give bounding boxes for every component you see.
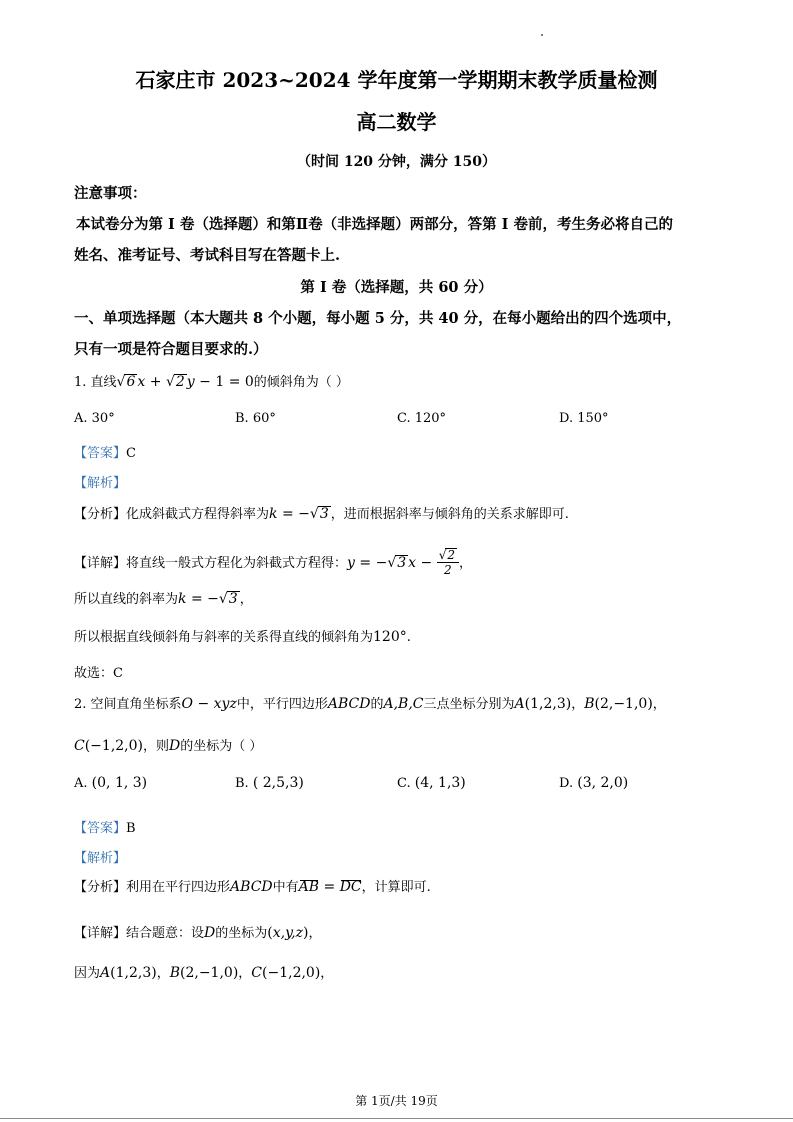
q1-suffix: 的倾斜角为（ ） (253, 375, 349, 390)
q1-answer-tag: 【答案】 (74, 446, 127, 461)
q2-fenxi-tag: 【分析】 (74, 880, 127, 895)
q2-answer: B (126, 821, 136, 836)
q2-mid-1: 中，平行四边形 (236, 697, 328, 712)
q2-abc: A,B,C (383, 696, 424, 712)
section1-line-1: 一、单项选择题（本大题共 8 个小题，每小题 5 分，共 40 分，在每小题给出的四个选项中， (74, 310, 682, 327)
q1-fenxi-tag: 【分析】 (74, 507, 127, 522)
q2-answer-tag: 【答案】 (74, 821, 127, 836)
q1-equation: √6 x + √2 y − 1 = 0 (116, 374, 254, 390)
part1-heading: 第 I 卷（选择题，共 60 分） (300, 279, 493, 296)
notice-line-2: 姓名、准考证号、考试科目写在答题卡上. (74, 247, 341, 264)
q1-analysis-tag: 【解析】 (74, 476, 127, 491)
q2-analysis-tag: 【解析】 (74, 851, 127, 866)
q1-detail-text: 将直线一般式方程化为斜截式方程得： (126, 555, 348, 571)
q2-stem-line-1: 2. 空间直角坐标系O − xyz中，平行四边形ABCD的A,B,C三点坐标分别为A(1,2,3)，B(2,−1,0)， (74, 696, 666, 712)
q2-because: 因为A(1,2,3)，B(2,−1,0)，C(−1,2,0)， (74, 965, 334, 981)
q2-detail-xyz: (x,y,z) (267, 925, 309, 941)
q2-fenxi-text-3: ，计算即可. (361, 880, 431, 895)
q2-answer-row (74, 817, 136, 836)
q2-mid-2: 的 (370, 697, 384, 712)
q2-detail: 【详解】结合题意：设D的坐标为(x,y,z)， (74, 925, 322, 941)
q2-vector-eq: AB = DC (298, 879, 362, 895)
q1-option-d: D. 150° (559, 411, 609, 426)
q1-slope-line: 所以直线的斜率为k = −√3 ， (74, 591, 253, 607)
q2-point-a: A(1,2,3) (514, 696, 572, 712)
q2-option-a-value: (0, 1, 3) (91, 775, 148, 791)
q2-detail-d: D (204, 925, 216, 941)
q1-detail-equation: y = −√3 x − $\frac{√2}{2}$ (347, 555, 459, 571)
q2-detail-text-1: 结合题意：设 (126, 926, 205, 941)
q1-angle-line: 所以根据直线倾斜角与斜率的关系得直线的倾斜角为120°. (74, 629, 411, 645)
q2-prefix: 2. 空间直角坐标系 (74, 697, 182, 712)
q2-point-d-label: D (169, 738, 181, 754)
q2-detail-text-2: 的坐标为 (215, 926, 268, 941)
q1-option-b: B. 60° (235, 411, 276, 426)
q2-fenxi-abcd: ABCD (230, 879, 273, 895)
q1-detail-tag: 【详解】 (74, 555, 127, 571)
bottom-divider (0, 1118, 793, 1119)
notice-line-1: 本试卷分为第 I 卷（选择题）和第Ⅱ卷（非选择题）两部分，答第 I 卷前，考生务必将自己的 (76, 216, 673, 233)
page-footer: 第 1页/共 19页 (355, 1094, 438, 1108)
exam-title: 石家庄市 2023~2024 学年度第一学期期末教学质量检测 (135, 68, 658, 92)
q2-option-b: B. ( 2,5,3) (235, 775, 304, 791)
q2-abcd: ABCD (327, 696, 371, 712)
notice-heading: 注意事项： (74, 185, 147, 202)
q1-angle-text: 所以根据直线倾斜角与斜率的关系得直线的倾斜角为 (74, 630, 374, 645)
q2-option-d-value: (3, 2,0) (577, 775, 629, 791)
q2-fenxi (74, 876, 431, 895)
q2-because-text: 因为 (74, 966, 101, 981)
q2-stem-line-2 (74, 735, 262, 754)
q2-option-c-value: (4, 1,3) (414, 775, 466, 791)
q1-fenxi-slope: k = −√3 (269, 506, 329, 522)
q2-line2-end-2: 的坐标为（ ） (180, 739, 263, 754)
q1-slope-text: 所以直线的斜率为 (74, 592, 179, 607)
q1-prefix: 1. 直线 (74, 375, 117, 390)
q1-fenxi (74, 503, 569, 522)
q1-fenxi-text-2: ，进而根据斜率与倾斜角的关系求解即可. (330, 507, 569, 522)
q2-option-b-value: ( 2,5,3) (252, 775, 304, 791)
q2-point-b: B(2,−1,0) (584, 696, 653, 712)
time-note: （时间 120 分钟，满分 150） (296, 154, 497, 170)
q2-detail-tag: 【详解】 (74, 926, 127, 941)
q1-choose: 故选：C (74, 666, 123, 681)
q1-option-a: A. 30° (74, 411, 115, 426)
q1-stem (74, 371, 349, 390)
q1-detail: 【详解】将直线一般式方程化为斜截式方程得：y = −√3 x − $\frac{√2}{2}$ ， (74, 548, 473, 578)
exam-subject: 高二数学 (356, 110, 437, 134)
q2-option-c: C. (4, 1,3) (397, 775, 466, 791)
corner-dot (541, 34, 543, 36)
q1-angle-value: 120° (373, 629, 407, 645)
q1-slope-value: k = −√3 (178, 591, 238, 607)
q2-point-c: C(−1,2,0) (74, 738, 143, 754)
q2-option-a: A. (0, 1, 3) (74, 775, 148, 791)
q2-line2-end: ，则 (143, 739, 170, 754)
q2-fenxi-text-2: 中有 (272, 880, 299, 895)
section1-line-2: 只有一项是符合题目要求的.） (74, 341, 268, 358)
q2-fenxi-text-1: 利用在平行四边形 (126, 880, 231, 895)
q1-fenxi-text-1: 化成斜截式方程得斜率为 (126, 507, 270, 522)
q2-mid-3: 三点坐标分别为 (423, 697, 515, 712)
q1-option-c: C. 120° (397, 411, 447, 426)
q1-answer: C (126, 446, 136, 461)
q2-option-d: D. (3, 2,0) (559, 775, 629, 791)
q2-coord-system: O − xyz (181, 696, 237, 712)
q1-answer-row (74, 442, 136, 461)
